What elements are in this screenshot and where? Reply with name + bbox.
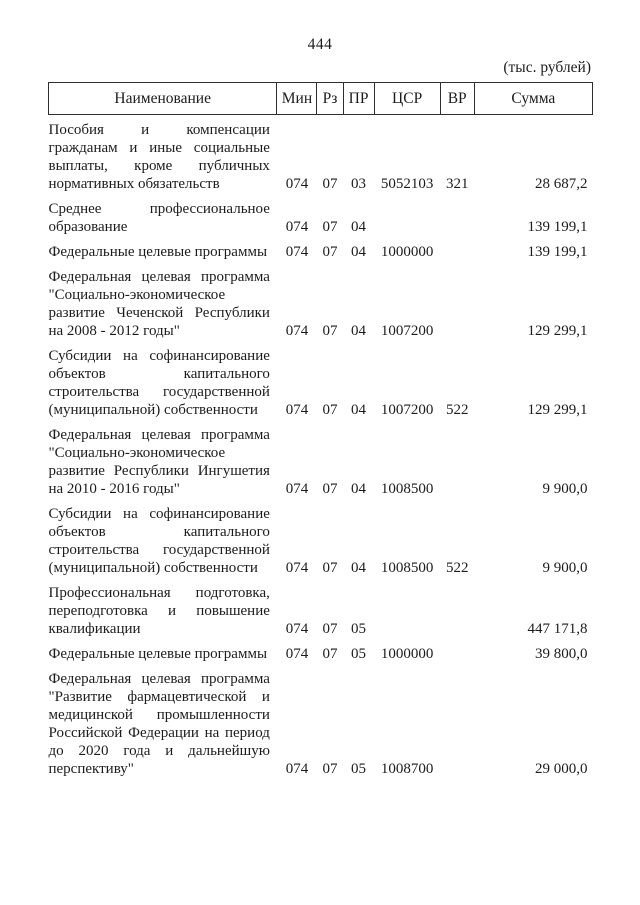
table-row	[49, 115, 593, 195]
cell-min-code: 074	[285, 621, 309, 637]
cell-name: Субсидии на софинансирование объектов капитального строительства государственной (муниципальной) собственности	[48, 506, 270, 576]
cell-sum-value: 139 199,1	[527, 244, 588, 260]
cell-min-code: 074	[285, 761, 309, 777]
table-header	[49, 83, 593, 115]
cell-name: Субсидии на софинансирование объектов капитального строительства государственной (муниципальной) собственности	[48, 348, 270, 418]
cell-min-code: 074	[285, 560, 309, 576]
table-row	[49, 420, 593, 499]
table-row	[49, 639, 593, 664]
column-header-vr: ВР	[440, 83, 474, 115]
units-note: (тыс. рублей)	[503, 59, 591, 76]
table-row	[49, 664, 593, 779]
cell-csr-code: 1000000	[380, 244, 434, 260]
cell-pr-code: 05	[351, 621, 367, 637]
cell-rz-code: 07	[322, 621, 338, 637]
cell-name: Профессиональная подготовка, переподготовка и повышение квалификации	[48, 585, 270, 637]
cell-vr-code: 522	[445, 402, 469, 418]
cell-pr-code: 04	[351, 219, 367, 235]
cell-vr-code	[440, 664, 474, 779]
cell-name: Пособия и компенсации гражданам и иные социальные выплаты, кроме публичных нормативных обязательств	[48, 122, 270, 192]
cell-rz-code: 07	[322, 176, 338, 192]
cell-csr-code: 1007200	[380, 402, 434, 418]
cell-min-code: 074	[285, 244, 309, 260]
cell-vr-code	[440, 639, 474, 664]
cell-vr-code	[440, 578, 474, 639]
cell-csr-code	[374, 194, 440, 237]
cell-vr-code: 321	[445, 176, 469, 192]
cell-rz-code: 07	[322, 219, 338, 235]
cell-name: Федеральные целевые программы	[48, 646, 268, 662]
table-row	[49, 237, 593, 262]
cell-min-code: 074	[285, 646, 309, 662]
column-header-min: Мин	[277, 83, 317, 115]
cell-csr-code: 1008500	[380, 481, 434, 497]
cell-pr-code: 04	[351, 323, 367, 339]
cell-min-code: 074	[285, 402, 309, 418]
cell-min-code: 074	[285, 176, 309, 192]
table-row	[49, 194, 593, 237]
cell-sum-value: 39 800,0	[535, 646, 588, 662]
cell-min-code: 074	[285, 481, 309, 497]
cell-csr-code: 1000000	[380, 646, 434, 662]
column-header-naimenovanie: Наименование	[49, 83, 277, 115]
cell-sum-value: 447 171,8	[527, 621, 588, 637]
table-row	[49, 262, 593, 341]
cell-name: Среднее профессиональное образование	[48, 201, 270, 235]
column-header-pr: ПР	[343, 83, 374, 115]
cell-sum-value: 129 299,1	[527, 402, 588, 418]
cell-rz-code: 07	[322, 646, 338, 662]
cell-rz-code: 07	[322, 481, 338, 497]
cell-rz-code: 07	[322, 761, 338, 777]
cell-name: Федеральные целевые программы	[48, 244, 268, 260]
cell-pr-code: 05	[351, 761, 367, 777]
cell-vr-code	[440, 237, 474, 262]
cell-vr-code	[440, 262, 474, 341]
column-header-rz: Рз	[317, 83, 343, 115]
cell-min-code: 074	[285, 219, 309, 235]
cell-vr-code	[440, 420, 474, 499]
table-row	[49, 578, 593, 639]
cell-sum-value: 139 199,1	[527, 219, 588, 235]
page-number: 444	[307, 36, 333, 53]
cell-min-code: 074	[285, 323, 309, 339]
cell-rz-code: 07	[322, 560, 338, 576]
cell-name: Федеральная целевая программа "Социально-экономическое развитие Республики Ингушетия на 2010 - 2016 годы"	[48, 427, 270, 497]
cell-name: Федеральная целевая программа "Социально-экономическое развитие Чеченской Республики на 2008 - 2012 годы"	[48, 269, 270, 339]
budget-table	[48, 82, 593, 779]
cell-vr-code: 522	[445, 560, 469, 576]
cell-pr-code: 04	[351, 402, 367, 418]
cell-rz-code: 07	[322, 323, 338, 339]
cell-csr-code: 1008500	[380, 560, 434, 576]
table-body	[49, 115, 593, 780]
cell-sum-value: 9 900,0	[542, 560, 588, 576]
cell-csr-code: 1008700	[380, 761, 434, 777]
column-header-csr: ЦСР	[374, 83, 440, 115]
column-header-summa: Сумма	[474, 83, 592, 115]
table-row	[49, 499, 593, 578]
cell-pr-code: 04	[351, 481, 367, 497]
cell-pr-code: 03	[351, 176, 367, 192]
cell-name: Федеральная целевая программа "Развитие фармацевтической и медицинской промышленности Российской Федерации на период до 2020 года и дальнейшую перспективу"	[48, 671, 270, 777]
cell-sum-value: 29 000,0	[535, 761, 588, 777]
cell-pr-code: 05	[351, 646, 367, 662]
cell-csr-code: 5052103	[380, 176, 434, 192]
table-row	[49, 341, 593, 420]
cell-csr-code: 1007200	[380, 323, 434, 339]
cell-csr-code	[374, 578, 440, 639]
cell-rz-code: 07	[322, 244, 338, 260]
table-header-row	[49, 83, 593, 115]
cell-sum-value: 129 299,1	[527, 323, 588, 339]
cell-vr-code	[440, 194, 474, 237]
cell-pr-code: 04	[351, 244, 367, 260]
cell-sum-value: 9 900,0	[542, 481, 588, 497]
cell-sum-value: 28 687,2	[535, 176, 588, 192]
cell-rz-code: 07	[322, 402, 338, 418]
cell-pr-code: 04	[351, 560, 367, 576]
